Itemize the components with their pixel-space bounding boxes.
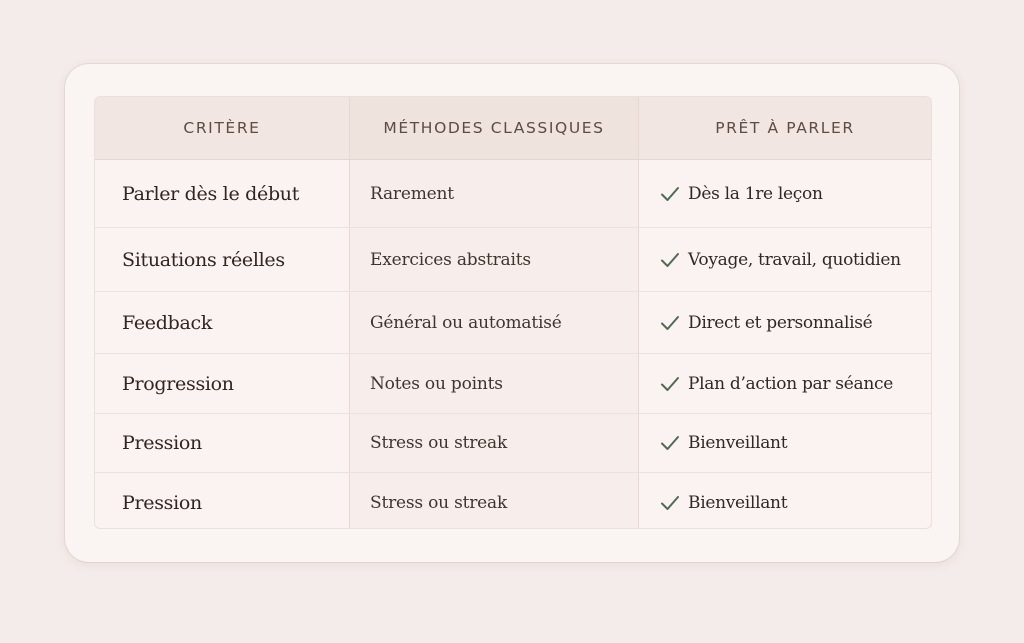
comparison-card [65,64,959,562]
table-row [95,414,931,473]
criterion-label: Pression [122,432,202,454]
header-classic-methods: MÉTHODES CLASSIQUES [350,97,639,159]
classic-cell [350,473,639,529]
criterion-cell [95,473,350,529]
criterion-label: Pression [122,491,202,514]
table-row [95,473,931,529]
table-row [95,292,931,354]
classic-value: Général ou automatisé [370,312,562,333]
header-criterion: CRITÈRE [95,97,350,159]
classic-value: Exercices abstraits [370,249,531,270]
table-row [95,160,931,228]
classic-cell [350,292,639,353]
check-icon [659,373,681,395]
ours-cell [639,414,931,472]
table-header-row [95,97,931,160]
classic-value: Rarement [370,183,454,204]
table-row [95,354,931,414]
ours-value: Bienveillant [688,492,788,513]
check-icon [659,249,681,271]
classic-value: Notes ou points [370,373,503,394]
table-row [95,228,931,292]
ours-cell [639,354,931,413]
ours-cell [639,473,931,529]
criterion-label: Progression [122,372,234,395]
check-icon [659,183,681,205]
classic-value: Stress ou streak [370,433,508,453]
criterion-cell [95,292,350,353]
criterion-label: Feedback [122,311,213,334]
ours-value: Direct et personnalisé [688,312,873,333]
classic-cell [350,354,639,413]
check-icon [659,312,681,334]
ours-cell [639,160,931,227]
comparison-table [94,96,932,529]
ours-value: Plan d’action par séance [688,373,893,394]
ours-cell [639,292,931,353]
check-icon [659,492,681,514]
criterion-label: Parler dès le début [122,182,300,205]
criterion-label: Situations réelles [122,248,285,271]
classic-value: Stress ou streak [370,492,508,513]
check-icon [659,432,681,454]
ours-cell [639,228,931,291]
ours-value: Voyage, travail, quotidien [688,249,901,270]
header-pret-a-parler: PRÊT À PARLER [715,119,855,137]
criterion-cell [95,160,350,227]
classic-cell [350,228,639,291]
criterion-cell [95,414,350,472]
ours-value: Dès la 1re leçon [688,183,823,204]
classic-cell [350,414,639,472]
ours-value: Bienveillant [688,433,788,453]
criterion-cell [95,228,350,291]
classic-cell [350,160,639,227]
criterion-cell [95,354,350,413]
